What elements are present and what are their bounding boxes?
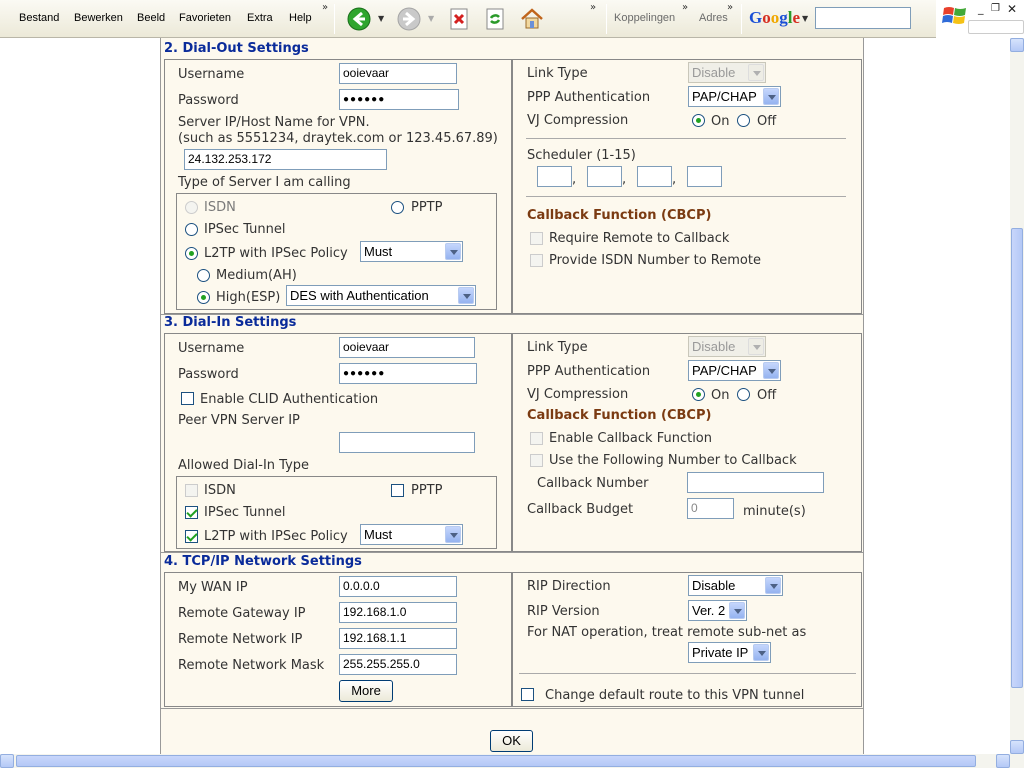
google-dropdown-icon[interactable]: ▼ [802,14,809,23]
chevron-right-icon[interactable]: » [727,2,734,13]
dialin-password-label: Password [178,367,239,382]
google-search-input[interactable] [815,7,911,29]
scheduler-comma: , [672,172,677,187]
dialout-l2tp-radio[interactable] [185,247,198,260]
remote-mask-label: Remote Network Mask [178,658,325,673]
dialout-vj-on-radio[interactable] [692,114,705,127]
page-content [0,38,1010,754]
minimize-icon[interactable]: _ [978,2,984,15]
dialout-server-type-label: Type of Server I am calling [178,175,351,190]
dialout-high-value: DES with Authentication [290,288,429,303]
divider [519,673,856,674]
dialout-isdn-radio[interactable] [185,201,198,214]
dialout-medium-radio[interactable] [197,269,210,282]
wan-ip-label: My WAN IP [178,580,248,595]
menu-bewerken[interactable]: Bewerken [74,12,123,24]
use-number-checkbox[interactable] [530,454,543,467]
dialout-vj-on-label: On [711,114,730,129]
menu-favorieten[interactable]: Favorieten [179,12,231,24]
default-route-checkbox[interactable] [521,688,534,701]
address-label[interactable]: Adres [699,12,728,24]
chevron-right-icon[interactable]: » [590,2,597,13]
default-route-label: Change default route to this VPN tunnel [545,688,805,703]
chevron-down-icon [763,88,779,105]
nat-label: For NAT operation, treat remote sub-net as [527,625,807,640]
horizontal-scroll-thumb[interactable] [16,755,976,767]
dialin-vj-off-label: Off [757,388,777,403]
restore-icon[interactable]: ❐ [991,3,1000,14]
dialout-server-label: Server IP/Host Name for VPN. [178,115,370,130]
dialin-link-type-value: Disable [692,339,736,354]
dialin-l2tp-checkbox[interactable] [185,530,198,543]
close-icon[interactable]: ✕ [1007,2,1018,16]
window-menu-strip [968,20,1024,34]
dialin-isdn-checkbox[interactable] [185,484,198,497]
dialout-high-label: High(ESP) [216,290,281,305]
vertical-scrollbar[interactable] [1010,38,1024,754]
dialout-ppp-value: PAP/CHAP [692,89,757,104]
dialin-l2tp-label: L2TP with IPSec Policy [204,529,348,544]
clid-label: Enable CLID Authentication [200,392,379,407]
links-label[interactable]: Koppelingen [614,12,676,24]
back-dropdown-icon[interactable]: ▼ [378,14,385,23]
browser-toolbar [0,0,1024,38]
toolbar-separator [606,4,607,34]
dialout-vj-off-radio[interactable] [737,114,750,127]
dialout-ipsec-label: IPSec Tunnel [204,222,286,237]
dialin-ppp-select[interactable] [688,360,781,381]
chevron-down-icon [729,602,745,619]
chevron-down-icon [458,287,474,304]
dialout-server-hint: (such as 5551234, draytek.com or 123.45.67.89) [178,131,498,146]
scheduler-input-3[interactable] [637,166,672,187]
dialin-username-input[interactable]: ooievaar [339,337,475,358]
provide-isdn-checkbox[interactable] [530,254,543,267]
windows-logo-icon [942,4,968,26]
scheduler-comma: , [622,172,627,187]
remote-mask-input[interactable]: 255.255.255.0 [339,654,457,675]
dialout-high-select[interactable] [286,285,476,306]
require-callback-label: Require Remote to Callback [549,231,730,246]
menu-extra[interactable]: Extra [247,12,273,24]
horizontal-scrollbar[interactable] [0,754,1024,768]
back-icon[interactable] [346,6,372,32]
dialout-callback-title: Callback Function (CBCP) [527,208,712,223]
allowed-type-label: Allowed Dial-In Type [178,458,310,473]
dialout-vj-off-label: Off [757,114,777,129]
chevron-down-icon [753,644,769,661]
dialin-ppp-label: PPP Authentication [527,364,651,379]
dialout-pptp-label: PPTP [411,200,443,215]
provide-isdn-label: Provide ISDN Number to Remote [549,253,761,268]
clid-checkbox[interactable] [181,392,194,405]
dialout-high-radio[interactable] [197,291,210,304]
chevron-down-icon [445,243,461,260]
chevron-down-icon [763,362,779,379]
dialin-link-type-label: Link Type [527,340,588,355]
remote-network-input[interactable]: 192.168.1.1 [339,628,457,649]
dialin-vj-label: VJ Compression [527,387,629,402]
callback-number-label: Callback Number [537,476,649,491]
scheduler-input-1[interactable] [537,166,572,187]
use-number-label: Use the Following Number to Callback [549,453,797,468]
dialin-ipsec-checkbox[interactable] [185,506,198,519]
scroll-right-icon[interactable] [996,754,1010,768]
window-controls [936,0,1024,38]
enable-callback-label: Enable Callback Function [549,431,713,446]
vpn-settings-form [160,38,864,754]
forward-dropdown-icon[interactable]: ▼ [428,14,435,23]
divider [526,196,846,197]
callback-budget-label: Callback Budget [527,502,634,517]
dialout-l2tp-policy-select[interactable] [360,241,463,262]
scroll-down-icon[interactable] [1010,740,1024,754]
toolbar-separator [741,4,742,34]
rip-version-label: RIP Version [527,604,600,619]
chevron-right-icon[interactable]: » [682,2,689,13]
remote-gateway-input[interactable]: 192.168.1.0 [339,602,457,623]
section-divider [161,708,864,709]
menu-help[interactable]: Help [289,12,312,24]
dialin-link-type-select[interactable] [688,336,766,357]
dialout-isdn-label: ISDN [204,200,236,215]
dialout-link-type-select[interactable] [688,62,766,83]
peer-vpn-input[interactable] [339,432,475,453]
rip-direction-select[interactable] [688,575,783,596]
rip-direction-value: Disable [692,578,736,593]
dialin-callback-title: Callback Function (CBCP) [527,408,712,423]
dialout-link-type-label: Link Type [527,66,588,81]
callback-budget-input[interactable]: 0 [687,498,734,519]
toolbar-separator [334,4,335,34]
dialout-username-input[interactable]: ooievaar [339,63,457,84]
dialout-vj-label: VJ Compression [527,113,629,128]
dialout-ipsec-radio[interactable] [185,223,198,236]
dialin-l2tp-policy-value: Must [364,527,393,542]
wan-ip-input[interactable]: 0.0.0.0 [339,576,457,597]
dialout-ppp-select[interactable] [688,86,781,107]
nat-value: Private IP [692,645,749,660]
rip-version-value: Ver. 2 [692,603,726,618]
remote-gateway-label: Remote Gateway IP [178,606,306,621]
dialin-ppp-value: PAP/CHAP [692,363,757,378]
callback-budget-unit: minute(s) [743,504,806,519]
chevron-down-icon [445,526,461,543]
scheduler-input-4[interactable] [687,166,722,187]
section-divider [161,552,864,553]
dialin-vj-on-label: On [711,388,730,403]
enable-callback-checkbox[interactable] [530,432,543,445]
chevron-right-icon[interactable]: » [322,2,329,13]
dialout-l2tp-label: L2TP with IPSec Policy [204,246,348,261]
dialin-pptp-label: PPTP [411,483,443,498]
dialin-vj-on-radio[interactable] [692,388,705,401]
vertical-scroll-thumb[interactable] [1011,228,1023,688]
stop-icon[interactable] [446,6,472,32]
dialin-isdn-label: ISDN [204,483,236,498]
menu-beeld[interactable]: Beeld [137,12,166,24]
tcpip-section-title: 4. TCP/IP Network Settings [164,554,362,569]
dialin-vj-off-radio[interactable] [737,388,750,401]
dialout-server-input[interactable]: 24.132.253.172 [184,149,387,170]
rip-direction-label: RIP Direction [527,579,611,594]
scheduler-input-2[interactable] [587,166,622,187]
home-icon[interactable] [519,6,545,32]
dialin-pptp-checkbox[interactable] [391,484,404,497]
dialout-section-title: 2. Dial-Out Settings [164,41,309,56]
refresh-icon[interactable] [482,6,508,32]
callback-number-input[interactable] [687,472,824,493]
dialout-password-label: Password [178,93,239,108]
require-callback-checkbox[interactable] [530,232,543,245]
chevron-down-icon [748,338,764,355]
dialin-password-input[interactable]: ●●●●●● [339,363,477,384]
dialout-ppp-label: PPP Authentication [527,90,651,105]
scroll-left-icon[interactable] [0,754,14,768]
rip-version-select[interactable] [688,600,747,621]
scroll-up-icon[interactable] [1010,38,1024,52]
dialin-section-title: 3. Dial-In Settings [164,315,297,330]
divider [526,138,846,139]
dialout-password-input[interactable]: ●●●●●● [339,89,459,110]
remote-network-label: Remote Network IP [178,632,303,647]
dialout-username-label: Username [178,67,245,82]
chevron-down-icon [765,577,781,594]
google-logo[interactable]: Google [749,8,801,27]
scheduler-comma: , [572,172,577,187]
forward-icon[interactable] [396,6,422,32]
dialout-pptp-radio[interactable] [391,201,404,214]
nat-select[interactable] [688,642,771,663]
peer-vpn-label: Peer VPN Server IP [178,413,300,428]
more-button[interactable]: More [339,680,393,702]
dialout-link-type-value: Disable [692,65,736,80]
menu-bestand[interactable]: Bestand [19,12,60,24]
dialin-username-label: Username [178,341,245,356]
dialin-ipsec-label: IPSec Tunnel [204,505,286,520]
chevron-down-icon [748,64,764,81]
dialin-l2tp-policy-select[interactable] [360,524,463,545]
dialout-l2tp-policy-value: Must [364,244,393,259]
dialout-medium-label: Medium(AH) [216,268,297,283]
ok-button[interactable]: OK [490,730,533,752]
scheduler-label: Scheduler (1-15) [527,148,636,163]
